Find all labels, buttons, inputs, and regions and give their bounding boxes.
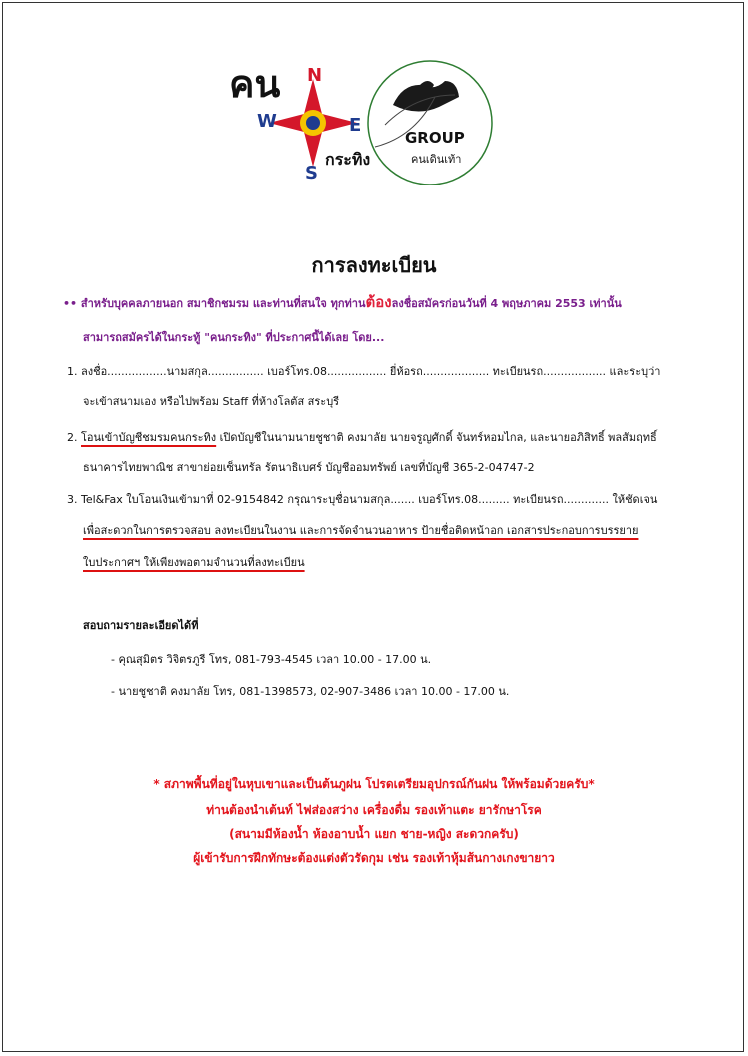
compass-s: S [305,163,318,184]
compass-e: E [349,115,362,136]
intro-line-2: สามารถสมัครได้ในกระทู้ "คนกระทิง" ที่ประกาศนี้ได้เลย โดย... [83,331,385,344]
walking-group-emblem [368,61,492,185]
page-title: การลงทะเบียน [311,253,437,277]
intro-line-1 [63,295,622,311]
step-1-line-1: 1. ลงชื่อ.................นามสกุล................ เบอร์โทร.08................. ยี่ห้อรถ................... ทะเบียนรถ.................. และระบุว่า [67,365,661,378]
contact-heading: สอบถามรายละเอียดได้ที่ [83,619,199,632]
step-1-line-2: จะเข้าสนามเอง หรือไปพร้อม Staff ที่ห้างโลตัส สระบุรี [83,395,340,408]
notice-line-1: * สภาพพื้นที่อยู่ในหุบเขาและเป็นต้นภูฝน โปรดเตรียมอุปกรณ์กันฝน ให้พร้อมด้วยครับ* [153,777,595,791]
intro-line-1-pre: •• สำหรับบุคคลภายนอก สมาชิกชมรม และท่านที่สนใจ ทุกท่าน [63,297,366,310]
step-2-rest: เปิดบัญชีในนามนายชูชาติ คงมาลัย นายจรูญศักดิ์ จันทร์หอมไกล, และนายอภิสิทธิ์ พลสัมฤทธิ์ [216,431,657,444]
notice-line-2: ท่านต้องนำเต้นท์ ไฟส่องสว่าง เครื่องดื่ม รองเท้าแตะ ยารักษาโรค [206,803,542,817]
group-text: GROUP [405,129,465,147]
club-logo [225,55,505,185]
logo-left-text: คน [229,62,281,106]
step-3-line-1: 3. Tel&Fax ใบโอนเงินเข้ามาที่ 02-9154842 กรุณาระบุชื่อนามสกุล....... เบอร์โทร.08......... ทะเบียนรถ............. ให้ชัดเจน [67,493,658,506]
group-caption: คนเดินเท้า [411,153,462,166]
step-3-line-2: เพื่อสะดวกในการตรวจสอบ ลงทะเบียนในงาน และการจัดจำนวนอาหาร ป้ายชื่อติดหน้าอก เอกสารประกอบการบรรยาย [83,524,639,537]
compass-w: W [257,111,277,132]
contact-item-1: - คุณสุมิตร วิจิตรภูรี โทร, 081-793-4545 เวลา 10.00 - 17.00 น. [111,653,432,666]
step-2-line-2: ธนาคารไทยพาณิช สาขาย่อยเซ็นทรัล รัตนาธิเบศร์ บัญชีออมทรัพย์ เลขที่บัญชี 365-2-04747-2 [83,461,535,474]
document-page [2,2,744,1052]
notice-line-3: (สนามมีห้องน้ำ ห้องอาบน้ำ แยก ชาย-หญิง สะดวกครับ) [229,827,519,841]
step-3-line-3: ใบประกาศฯ ให้เพียงพอตามจำนวนที่ลงทะเบียน [83,556,305,569]
intro-line-1-post: ลงชื่อสมัครก่อนวันที่ 4 พฤษภาคม 2553 เท่านั้น [391,297,622,310]
step-2-prefix: 2. [67,431,81,444]
contact-item-2: - นายชูชาติ คงมาลัย โทร, 081-1398573, 02-907-3486 เวลา 10.00 - 17.00 น. [111,685,510,698]
step-2-account-link: โอนเข้าบัญชีชมรมคนกระทิง [81,431,217,444]
compass-n: N [307,65,323,86]
intro-emphasis: ต้อง [365,293,392,311]
step-2-line-1 [67,431,657,445]
notice-line-4: ผู้เข้ารับการฝึกทักษะต้องแต่งตัวรัดกุม เช่น รองเท้าหุ้มส้นกางเกงขายาว [193,851,555,865]
logo-right-text: กระทิง [325,150,371,169]
